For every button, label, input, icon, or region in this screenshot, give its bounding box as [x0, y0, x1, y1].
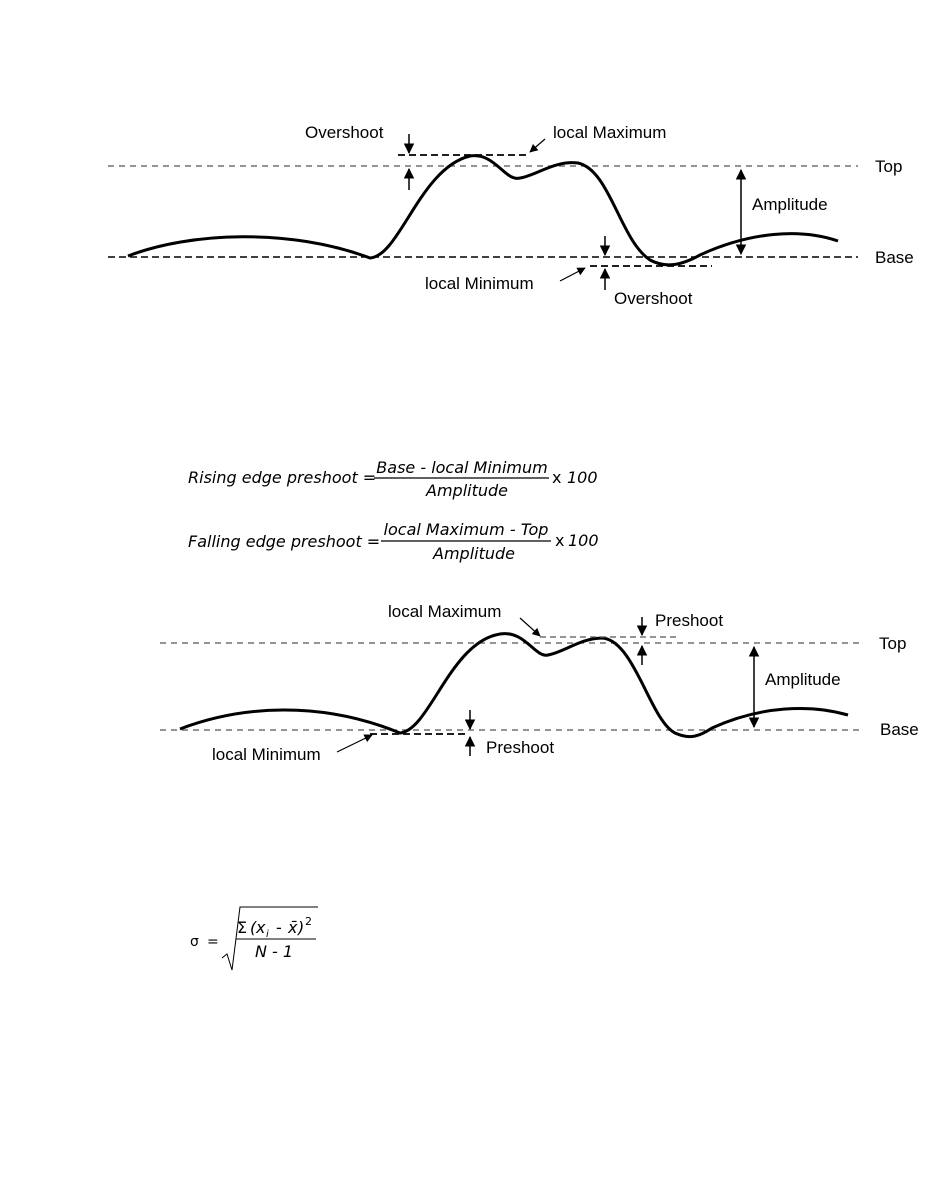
- overshoot-bottom-label: Overshoot: [614, 289, 693, 308]
- x-bar: x̄: [288, 918, 298, 937]
- rising-formula-numerator: Base - local Minimum: [376, 458, 548, 477]
- local-minimum-label: local Minimum: [212, 745, 321, 764]
- x-subscript: i: [266, 929, 269, 940]
- falling-formula-factor: 100: [568, 531, 599, 550]
- amplitude-label: Amplitude: [765, 670, 841, 689]
- rising-formula-lhs: Rising edge preshoot =: [188, 468, 377, 487]
- preshoot-top-label: Preshoot: [655, 611, 724, 630]
- rising-formula-multiplier: x: [552, 468, 562, 487]
- local-maximum-pointer: [530, 139, 545, 152]
- preshoot-diagram: [160, 602, 919, 764]
- waveform: [180, 634, 848, 737]
- local-minimum-pointer: [337, 735, 372, 752]
- exponent: 2: [305, 915, 312, 928]
- rising-formula-denominator: Amplitude: [426, 481, 508, 500]
- waveform: [128, 156, 838, 265]
- rising-formula-factor: 100: [567, 468, 598, 487]
- falling-formula-denominator: Amplitude: [433, 544, 515, 563]
- falling-formula-numerator: local Maximum - Top: [383, 520, 549, 539]
- local-minimum-pointer: [560, 268, 585, 281]
- falling-formula-multiplier: x: [555, 531, 565, 550]
- n-minus-one: N - 1: [254, 942, 294, 961]
- close-paren: ): [298, 918, 305, 937]
- standard-deviation-formula: [190, 907, 318, 970]
- sigma-symbol: σ: [190, 934, 199, 950]
- equals-sign: =: [207, 934, 219, 950]
- rising-edge-formula: [188, 458, 598, 500]
- base-label: Base: [880, 720, 919, 739]
- falling-edge-formula: [188, 520, 599, 563]
- overshoot-diagram: [108, 123, 914, 308]
- base-label: Base: [875, 248, 914, 267]
- amplitude-label: Amplitude: [752, 195, 828, 214]
- local-minimum-label: local Minimum: [425, 274, 534, 293]
- local-maximum-label: local Maximum: [553, 123, 667, 142]
- overshoot-top-label: Overshoot: [305, 123, 384, 142]
- sum-symbol: Σ: [237, 918, 248, 937]
- x-variable: x: [256, 918, 266, 937]
- open-paren: (: [250, 918, 257, 937]
- local-maximum-pointer: [520, 618, 540, 636]
- minus-sign: -: [276, 918, 282, 937]
- top-label: Top: [875, 157, 903, 176]
- local-maximum-label: local Maximum: [388, 602, 502, 621]
- falling-formula-lhs: Falling edge preshoot =: [188, 532, 381, 551]
- preshoot-bottom-label: Preshoot: [486, 738, 555, 757]
- top-label: Top: [879, 634, 907, 653]
